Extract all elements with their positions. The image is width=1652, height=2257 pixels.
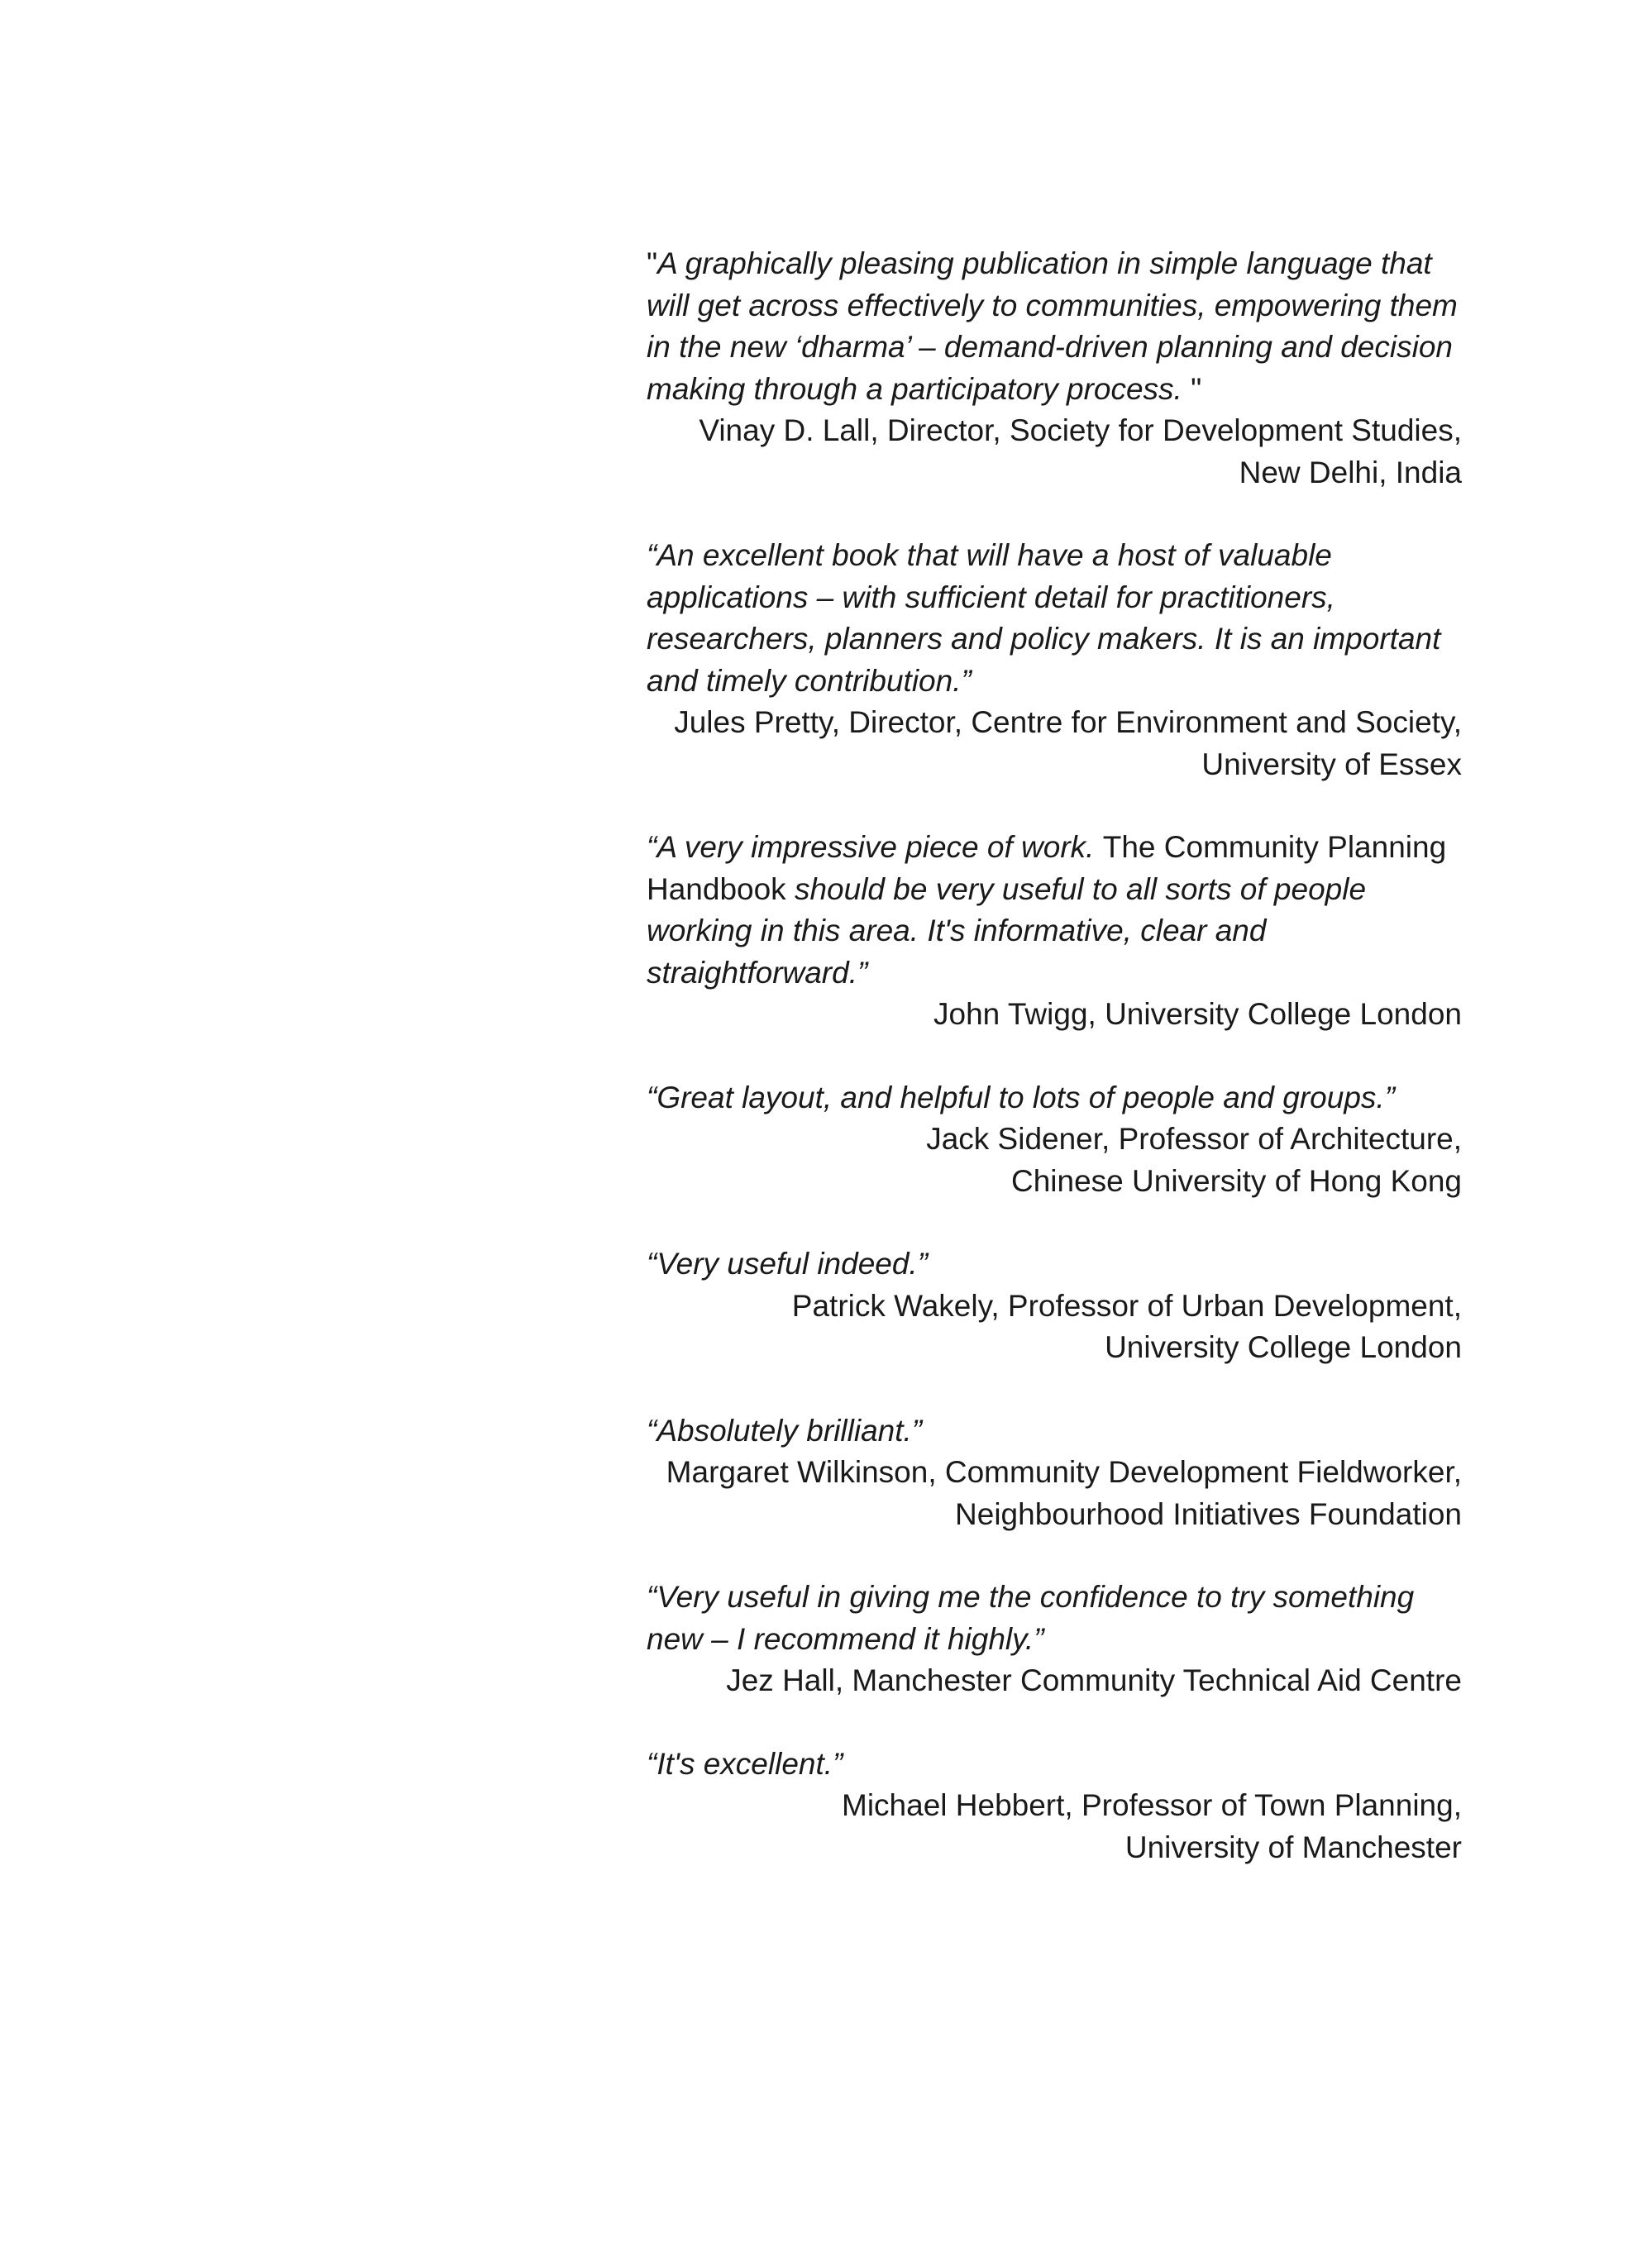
- endorsement-wilkinson: [647, 1410, 1462, 1536]
- quote-body: “It's excellent.”: [647, 1746, 843, 1781]
- attribution-line: Margaret Wilkinson, Community Development Fieldworker,: [666, 1455, 1462, 1489]
- quote-close-mark: ": [1182, 371, 1202, 406]
- attribution-line: Michael Hebbert, Professor of Town Planning,: [842, 1788, 1462, 1822]
- endorsement-hall: [647, 1577, 1462, 1702]
- attribution-line: Vinay D. Lall, Director, Society for Development Studies,: [699, 413, 1462, 447]
- quote-attribution: [647, 994, 1462, 1036]
- quote-attribution: [647, 1660, 1462, 1702]
- quote-body: “An excellent book that will have a host of valuable applications – with sufficient detail for practitioners, researchers, planners and policy makers. It is an important and timely contribution.”: [647, 538, 1441, 698]
- endorsement-wakely: [647, 1243, 1462, 1369]
- attribution-line: University College London: [1105, 1330, 1462, 1364]
- quote-text: [647, 1410, 1462, 1453]
- quote-body: “A very impressive piece of work.: [647, 830, 1103, 864]
- quote-attribution: [647, 1785, 1462, 1868]
- quote-attribution: [647, 702, 1462, 785]
- quote-body: “Great layout, and helpful to lots of people and groups.”: [647, 1080, 1396, 1114]
- endorsement-twigg: [647, 827, 1462, 1036]
- attribution-line: University of Essex: [1201, 747, 1462, 781]
- quote-body: “Absolutely brilliant.”: [647, 1413, 923, 1448]
- quote-text: [647, 1243, 1462, 1286]
- quote-open-mark: ": [647, 246, 658, 280]
- book-title: The Community Planning Handbook: [647, 830, 1447, 906]
- quote-text: [647, 243, 1462, 410]
- attribution-line: University of Manchester: [1124, 1830, 1462, 1864]
- quote-text: [647, 535, 1462, 702]
- attribution-line: Jules Pretty, Director, Centre for Environment and Society,: [674, 705, 1462, 739]
- endorsement-hebbert: [647, 1744, 1462, 1869]
- quote-attribution: [647, 1452, 1462, 1535]
- attribution-line: Patrick Wakely, Professor of Urban Development,: [791, 1288, 1462, 1323]
- quote-attribution: [647, 1119, 1462, 1202]
- quote-text: [647, 1077, 1462, 1119]
- endorsement-pretty: [647, 535, 1462, 785]
- quote-body: A graphically pleasing publication in simple language that will get across effectively to communities, empowering them in the new ‘dharma’ – demand-driven planning and decision making through a participatory process.: [647, 246, 1458, 406]
- endorsement-sidener: [647, 1077, 1462, 1203]
- quote-text: [647, 1744, 1462, 1786]
- quote-body: should be very useful to all sorts of people working in this area. It's informative, clear and straightforward.”: [647, 871, 1367, 990]
- endorsements-list: [647, 243, 1462, 1910]
- quote-attribution: [647, 1286, 1462, 1369]
- quote-text: [647, 1577, 1462, 1660]
- attribution-line: John Twigg, University College London: [933, 997, 1462, 1031]
- attribution-line: Jack Sidener, Professor of Architecture,: [926, 1122, 1462, 1156]
- attribution-line: Neighbourhood Initiatives Foundation: [955, 1496, 1462, 1531]
- quote-attribution: [647, 410, 1462, 494]
- attribution-line: Jez Hall, Manchester Community Technical Aid Centre: [726, 1663, 1462, 1697]
- quote-body: “Very useful indeed.”: [647, 1247, 929, 1281]
- attribution-line: Chinese University of Hong Kong: [1010, 1163, 1462, 1198]
- attribution-line: New Delhi, India: [1239, 455, 1462, 489]
- endorsement-lall: [647, 243, 1462, 494]
- quote-body: “Very useful in giving me the confidence to try something new – I recommend it highly.”: [647, 1580, 1415, 1656]
- quote-text: [647, 827, 1462, 994]
